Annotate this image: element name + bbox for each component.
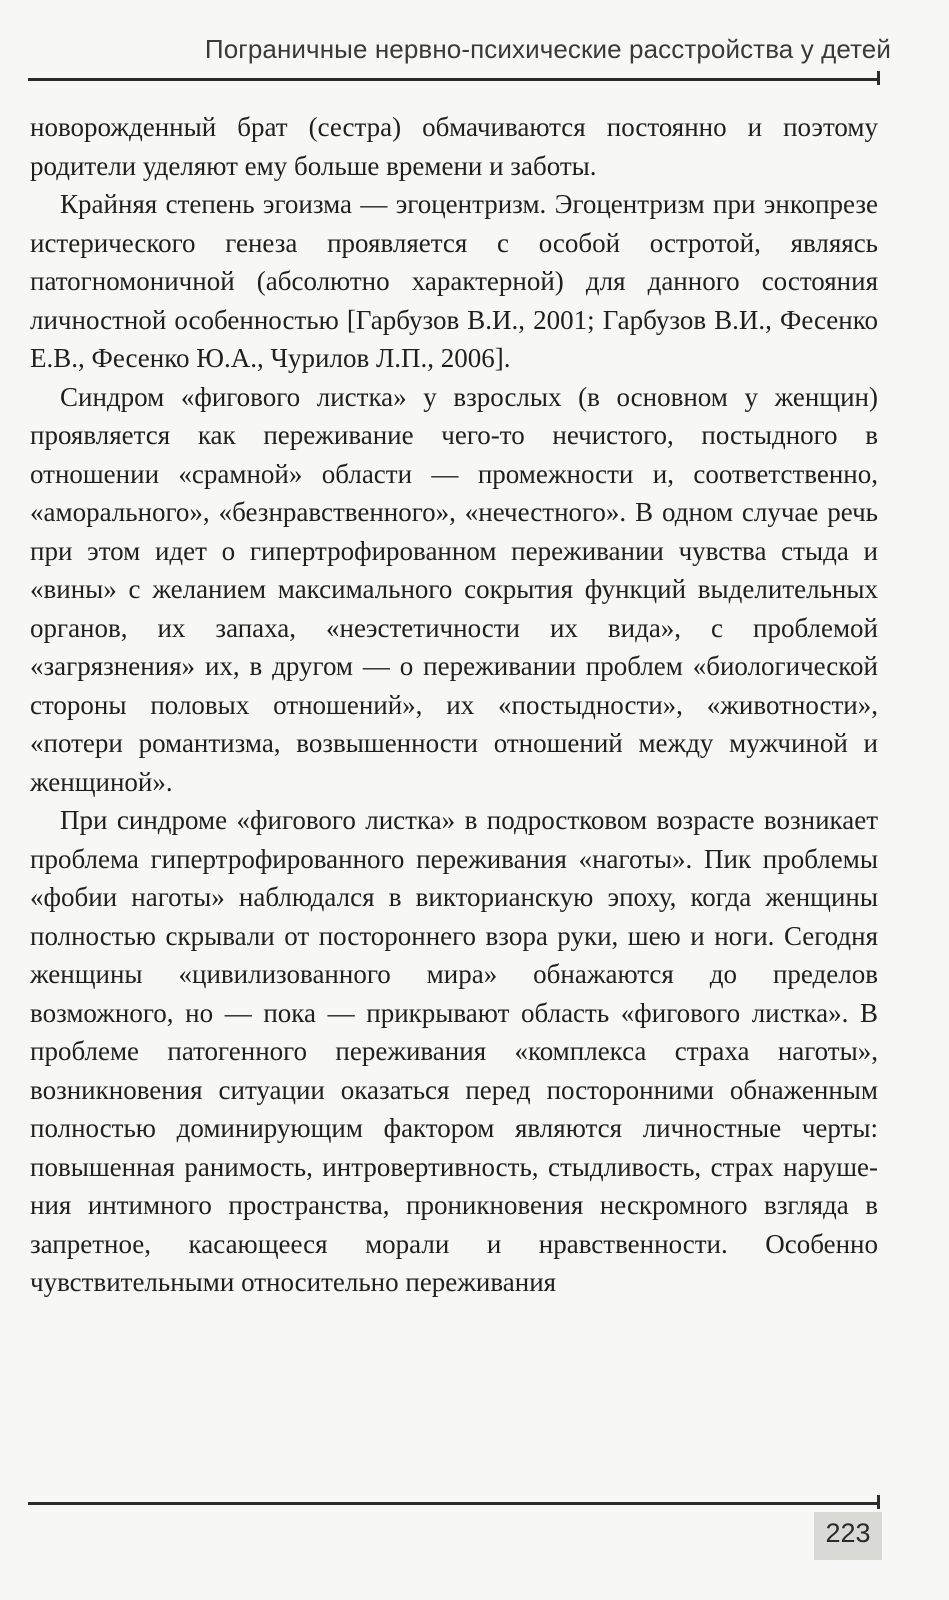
footer-rule xyxy=(28,1502,880,1505)
footer-rule-tick xyxy=(877,1495,880,1509)
running-header: Пограничные нервно-психические расстройства у детей xyxy=(204,34,891,64)
header-rule xyxy=(28,78,880,81)
header-rule-tick xyxy=(877,71,880,85)
paragraph-egocentrism: Крайняя степень эгоизма — эгоцентризм. Эгоцентризм при энкопрезе истерического генеза проявляется с особой остротой, являясь патогномоничной (абсолютно характерной) для данного состояния личностной особенностью [Гарбузов В.И., 2001; Гарбузов В.И., Фесенко Е.В., Фесенко Ю.А., Чурилов Л.П., 2006]. xyxy=(30,189,878,373)
paragraph-fig-leaf-adolescents: При синдроме «фигового листка» в подростковом возрасте возникает проблема гипертрофированного переживания «наготы». Пик проблемы «фобии наготы» наблюдался в викторианскую эпоху, когда женщины полностью скрывали от постороннего взора руки, шею и ноги. Сегодня женщины «цивилизованного мира» обнажаются до пределов возможного, но — пока — прикрывают область «фигового листка». В проблеме патогенного переживания «комплекса страха наготы», возникновения ситуации оказаться перед посторонними обнаженным полностью доминирующим фактором являются личностные черты: повышенная ранимость, интровертивность, стыдливость, страх нарушения интимного пространства, проникновения нескромного взгляда в запретное, касающееся морали и нравственности. Особенно чувствительными относительно переживания xyxy=(30,805,878,1297)
body-text xyxy=(30,108,878,1302)
paragraph-continuation: новорожденный брат (сестра) обмачиваются постоянно и поэтому родители уделяют ему больше времени и заботы. xyxy=(30,112,878,181)
paragraph-fig-leaf-adults: Синдром «фигового листка» у взрослых (в основном у женщин) проявляется как переживание чего-то нечистого, постыдного в отношении «срамной» области — промежности и, соответственно, «аморального», «безнравственного», «нечестного». В одном случае речь при этом идет о гипертрофированном переживании чувства стыда и «вины» с желанием максимального сокрытия функций выделительных органов, их запаха, «неэстетичности их вида», с проблемой «загрязнения» их, в другом — о переживании проблем «биологической стороны половых отношений», их «постыдности», «животности», «потери романтизма, возвышенности отношений между мужчиной и женщиной». xyxy=(30,381,878,797)
page-number: 223 xyxy=(825,1518,871,1548)
